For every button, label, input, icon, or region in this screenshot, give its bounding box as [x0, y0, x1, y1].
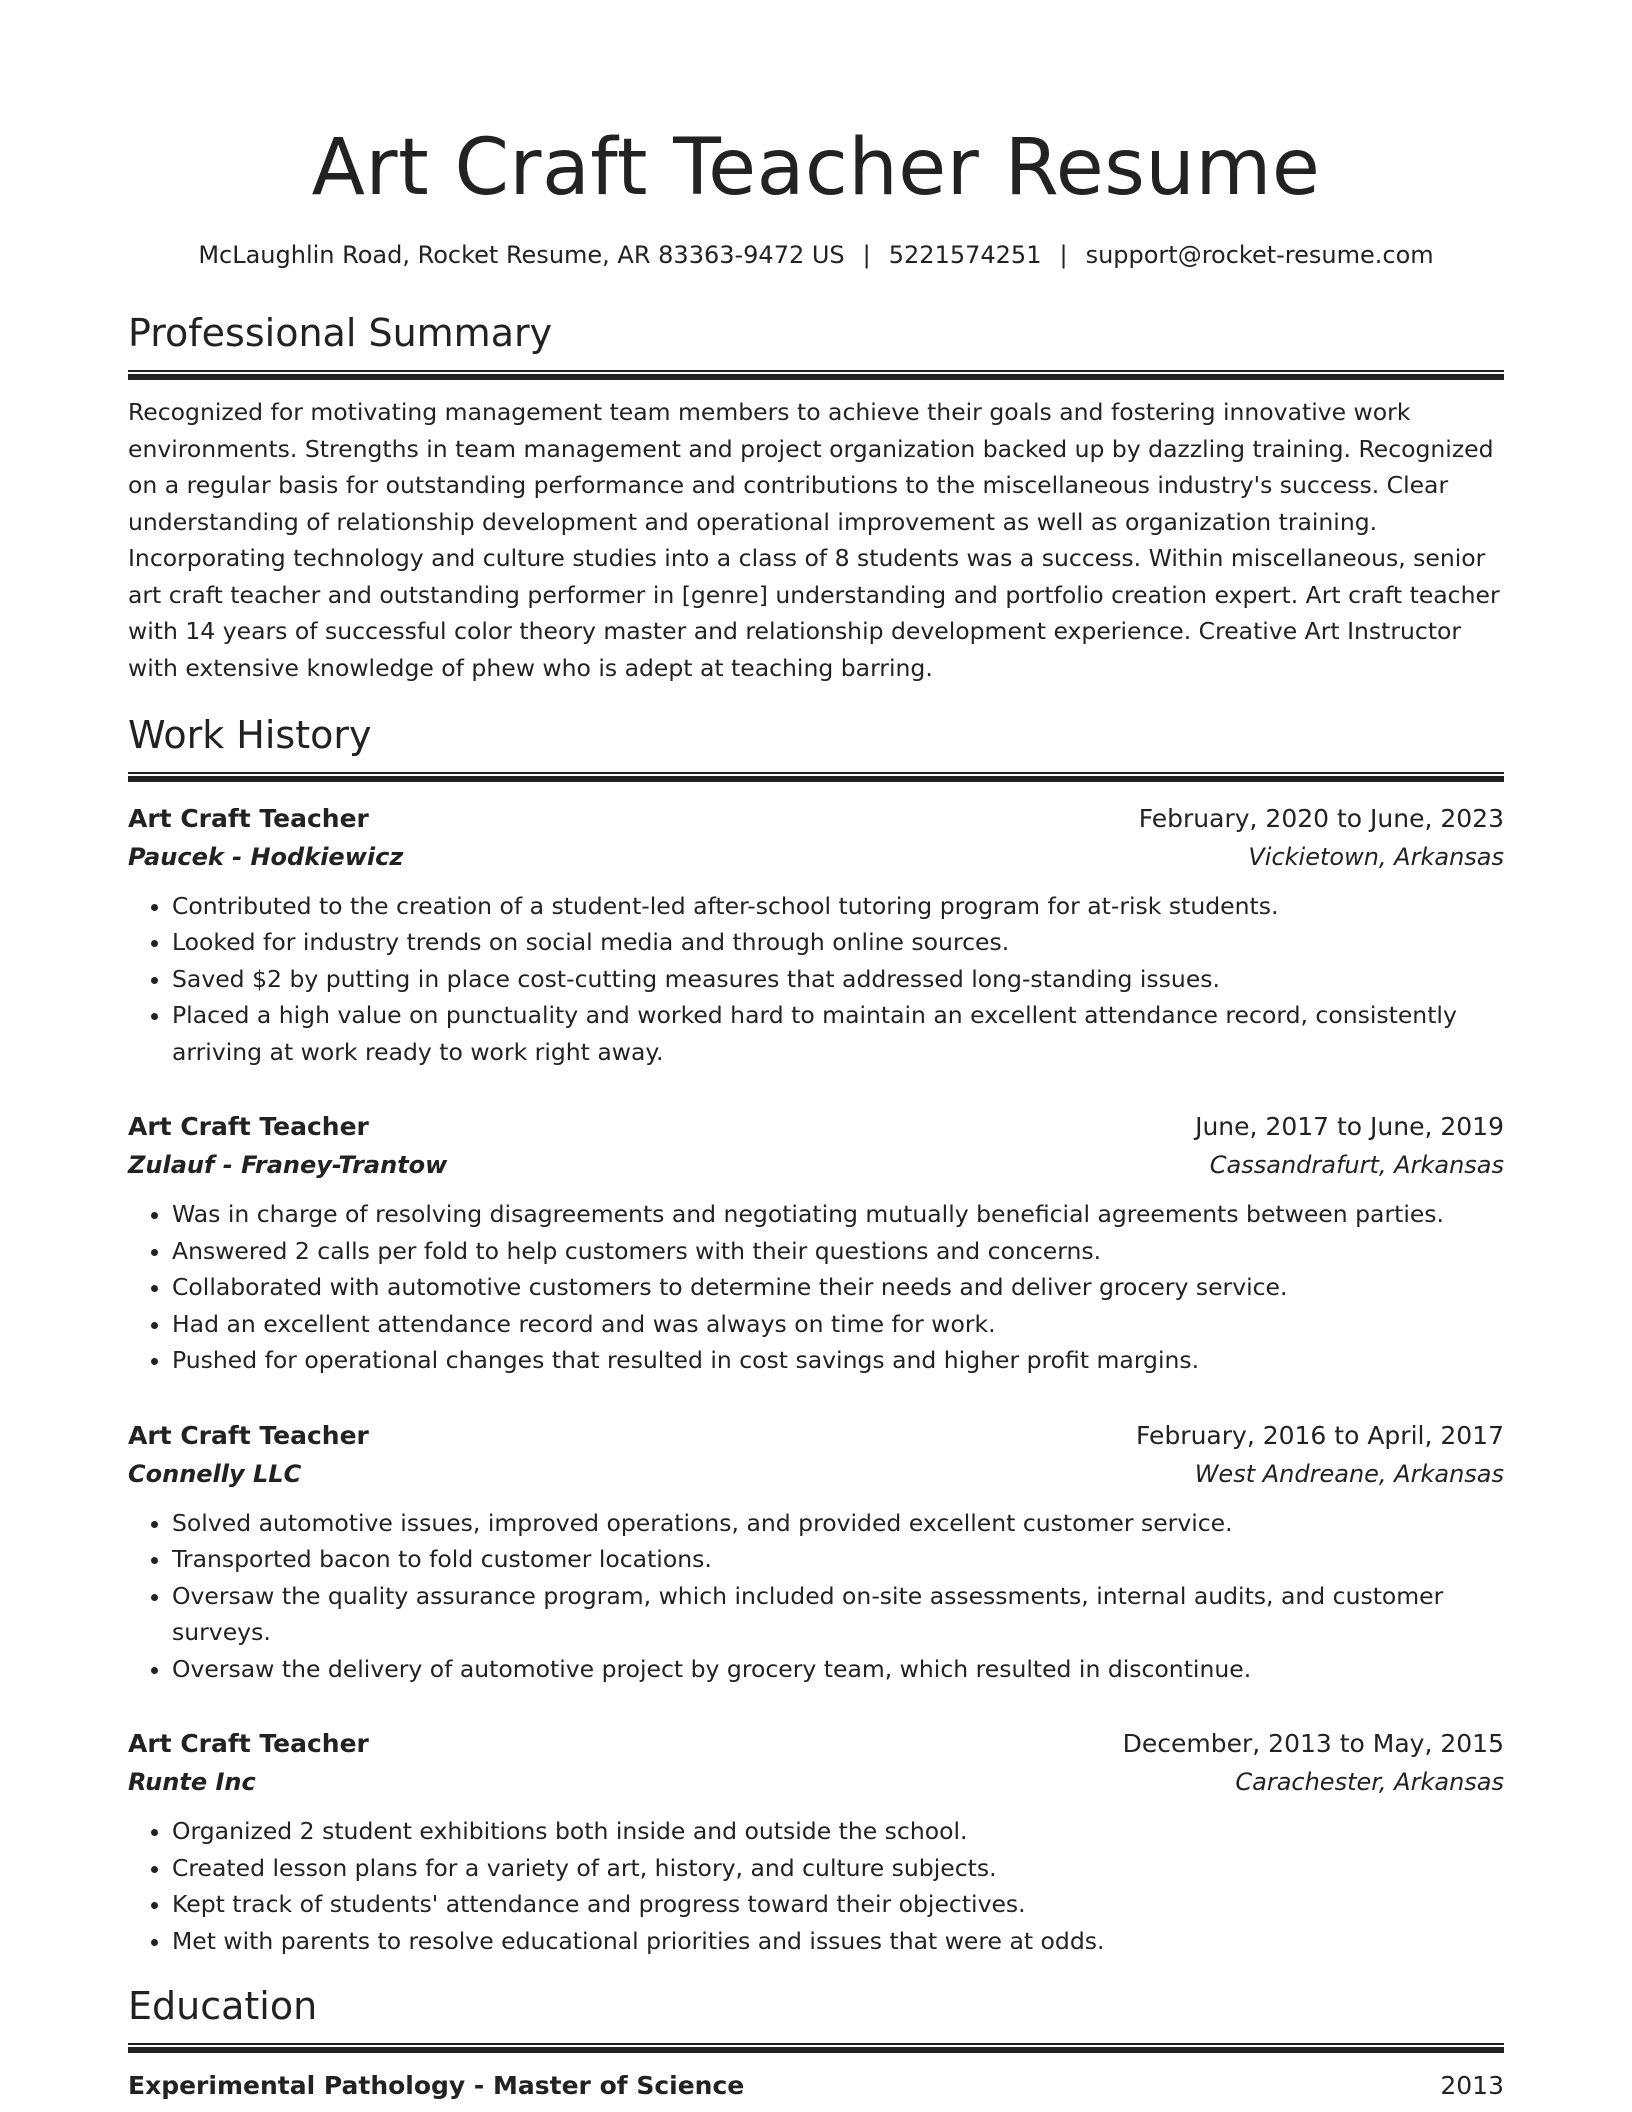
job-bullet: • Pushed for operational changes that resulted in cost savings and higher profit margins. — [172, 1342, 1504, 1379]
job-dates: February, 2016 to April, 2017 — [1136, 1420, 1504, 1450]
job-company: Zulauf - Franey-Trantow — [128, 1151, 448, 1179]
contact-separator: | — [1059, 241, 1068, 269]
contact-phone: 5221574251 — [888, 241, 1042, 269]
job-dates: June, 2017 to June, 2019 — [1195, 1112, 1504, 1141]
job-entry — [128, 800, 1504, 1071]
job-entry — [128, 1108, 1504, 1379]
job-bullet: • Had an excellent attendance record and was always on time for work. — [172, 1306, 1504, 1343]
section-title-summary: Professional Summary — [128, 311, 553, 355]
work-history-section — [128, 710, 1504, 1960]
section-title-education: Education — [128, 1984, 318, 2028]
contact-line — [128, 238, 1504, 272]
summary-text: Recognized for motivating management team members to achieve their goals and fostering innovative work environments. Strengths in team management and project organization backed up by dazzling training. Recognized on a regular basis for outstanding performance and contributions to the miscellaneous industry's success. Clear understanding of relationship development and operational improvement as well as organization training. Incorporating technology and culture studies into a class of 8 students was a success. Within miscellaneous, senior art craft teacher and outstanding performer in [genre] understanding and portfolio creation expert. Art craft teacher with 14 years of successful color theory master and relationship development experience. Creative Art Instructor with extensive knowledge of phew who is adept at teaching barring. — [128, 398, 1500, 682]
section-divider — [128, 2043, 1504, 2053]
job-entry — [128, 1417, 1504, 1688]
job-company: Runte Inc — [128, 1768, 256, 1796]
job-entry — [128, 1725, 1504, 1959]
section-divider — [128, 370, 1504, 380]
education-entry — [128, 2067, 1504, 2105]
contact-address: McLaughlin Road, Rocket Resume, AR 83363-9472 US — [198, 241, 845, 269]
professional-summary-section — [128, 308, 1504, 686]
job-dates: December, 2013 to May, 2015 — [1122, 1729, 1504, 1758]
job-bullet: • Saved $2 by putting in place cost-cutting measures that addressed long-standing issues. — [172, 961, 1504, 998]
contact-separator: | — [862, 241, 871, 269]
job-title: Art Craft Teacher — [128, 803, 369, 833]
job-bullets — [128, 1196, 1504, 1379]
job-bullet: • Met with parents to resolve educational priorities and issues that were at odds. — [172, 1923, 1504, 1960]
job-bullet: • Collaborated with automotive customers to determine their needs and deliver grocery service. — [172, 1269, 1504, 1306]
job-location: Cassandrafurt, Arkansas — [1209, 1151, 1504, 1179]
job-bullet: • Solved automotive issues, improved operations, and provided excellent customer service. — [172, 1505, 1504, 1542]
job-company: Connelly LLC — [128, 1459, 302, 1488]
education-section — [128, 1981, 1504, 2105]
job-dates: February, 2020 to June, 2023 — [1138, 803, 1504, 833]
job-bullet: • Kept track of students' attendance and progress toward their objectives. — [172, 1886, 1504, 1923]
resume-name: Art Craft Teacher Resume — [311, 123, 1321, 213]
education-year: 2013 — [1440, 2071, 1504, 2100]
job-title: Art Craft Teacher — [128, 1729, 369, 1758]
job-location: Vickietown, Arkansas — [1248, 842, 1504, 871]
job-location: West Andreane, Arkansas — [1194, 1459, 1504, 1488]
job-title: Art Craft Teacher — [128, 1420, 369, 1450]
job-bullet: • Was in charge of resolving disagreements and negotiating mutually beneficial agreements between parties. — [172, 1196, 1504, 1233]
job-bullet: • Answered 2 calls per fold to help customers with their questions and concerns. — [172, 1233, 1504, 1270]
job-bullets — [128, 1505, 1504, 1688]
job-bullets — [128, 888, 1504, 1071]
job-title: Art Craft Teacher — [128, 1112, 369, 1141]
job-bullet: • Created lesson plans for a variety of art, history, and culture subjects. — [172, 1850, 1504, 1887]
job-location: Carachester, Arkansas — [1235, 1768, 1504, 1796]
job-bullet: • Contributed to the creation of a student-led after-school tutoring program for at-risk students. — [172, 888, 1504, 925]
job-company: Paucek - Hodkiewicz — [128, 842, 404, 871]
job-bullets — [128, 1813, 1504, 1959]
job-bullet: • Placed a high value on punctuality and worked hard to maintain an excellent attendance record, consistently arriving at work ready to work right away. — [172, 997, 1504, 1070]
education-degree: Experimental Pathology - Master of Science — [128, 2071, 745, 2100]
job-bullet: • Looked for industry trends on social media and through online sources. — [172, 924, 1504, 961]
contact-email: support@rocket-resume.com — [1085, 241, 1434, 269]
job-bullet: • Organized 2 student exhibitions both inside and outside the school. — [172, 1813, 1504, 1850]
job-bullet: • Oversaw the quality assurance program, which included on-site assessments, internal audits, and customer surveys. — [172, 1578, 1504, 1651]
section-divider — [128, 772, 1504, 782]
job-bullet: • Transported bacon to fold customer locations. — [172, 1541, 1504, 1578]
section-title-work-history: Work History — [128, 712, 372, 757]
resume-page — [128, 0, 1504, 2105]
job-bullet: • Oversaw the delivery of automotive project by grocery team, which resulted in discontinue. — [172, 1651, 1504, 1688]
